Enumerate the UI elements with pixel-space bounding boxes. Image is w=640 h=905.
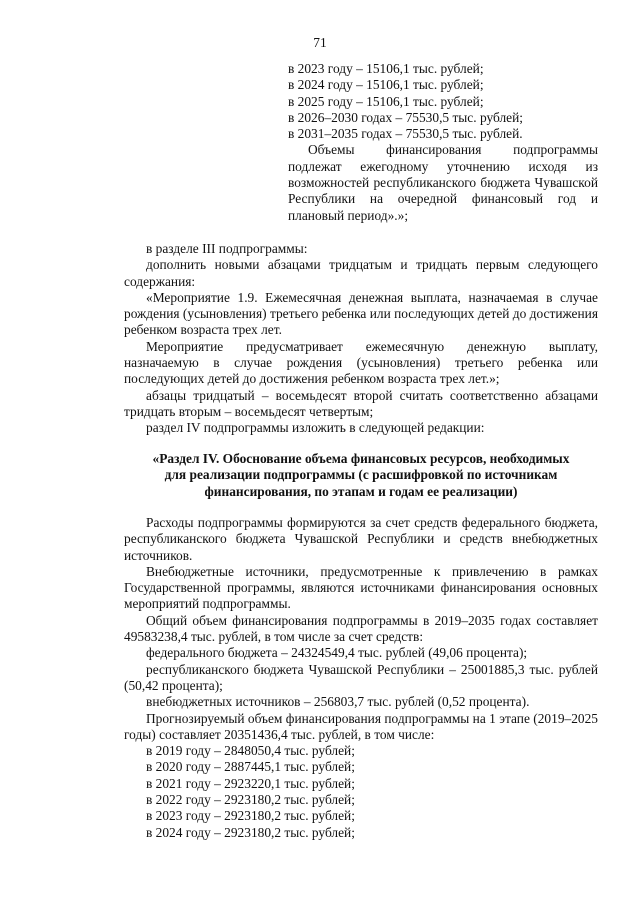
funding-line: в 2026–2030 годах – 75530,5 тыс. рублей; <box>288 109 523 125</box>
amendment-paragraph: «Мероприятие 1.9. Ежемесячная денежная выплата, назначаемая в случае рождения (усыновления) третьего ребенка или последующих детей до достижения ребенком возраста трех лет. <box>124 289 598 338</box>
source-line: внебюджетных источников – 256803,7 тыс. рублей (0,52 процента). <box>146 694 530 710</box>
page-number: 71 <box>313 35 327 50</box>
source-line: федерального бюджета – 24324549,4 тыс. рублей (49,06 процента); <box>146 645 528 661</box>
amendments-block <box>124 241 598 437</box>
year-line: в 2022 году – 2923180,2 тыс. рублей; <box>146 792 355 808</box>
funding-line: в 2024 году – 15106,1 тыс. рублей; <box>288 77 484 93</box>
amendment-paragraph: абзацы тридцатый – восемьдесят второй считать соответственно абзацами тридцать вторым – восемьдесят четвертым; <box>124 387 598 419</box>
funding-note-paragraph: Объемы финансирования подпрограммы подлежат ежегодному уточнению исходя из возможностей республиканского бюджета Чувашской Республики на очередной финансовый год и плановый период».»; <box>288 142 598 223</box>
year-line: в 2021 году – 2923220,1 тыс. рублей; <box>146 775 355 791</box>
year-line: в 2019 году – 2848050,4 тыс. рублей; <box>146 743 355 759</box>
forecast-paragraph: Прогнозируемый объем финансирования подпрограммы на 1 этапе (2019–2025 годы) составляет 20351436,4 тыс. рублей, в том числе: <box>124 710 598 742</box>
year-line: в 2024 году – 2923180,2 тыс. рублей; <box>146 824 355 840</box>
amendment-paragraph: дополнить новыми абзацами тридцатым и тридцать первым следующего содержания: <box>124 257 598 289</box>
section-heading <box>124 451 598 500</box>
funding-continuation-block <box>288 61 598 224</box>
body-paragraph: Внебюджетные источники, предусмотренные к привлечению в рамках Государственной программы, являются источниками финансирования основных мероприятий подпрограммы. <box>124 563 598 612</box>
section-heading-line: «Раздел IV. Обоснование объема финансовых ресурсов, необходимых <box>152 451 570 466</box>
section-heading-line: финансирования, по этапам и годам ее реализации) <box>204 483 518 499</box>
section-heading-line: для реализации подпрограммы (с расшифровкой по источникам <box>164 467 558 483</box>
body-paragraph: Расходы подпрограммы формируются за счет средств федерального бюджета, республиканского бюджета Чувашской Республики и средств внебюджетных источников. <box>124 515 598 563</box>
year-line: в 2020 году – 2887445,1 тыс. рублей; <box>146 759 355 775</box>
funding-line: в 2031–2035 годах – 75530,5 тыс. рублей. <box>288 126 523 142</box>
amendment-paragraph: Мероприятие предусматривает ежемесячную денежную выплату, назначаемую в случае рождения (усыновления) третьего ребенка или последующих детей до достижения ребенком возраста трех лет.»; <box>124 338 598 387</box>
section-body <box>124 515 598 841</box>
funding-line: в 2025 году – 15106,1 тыс. рублей; <box>288 93 484 109</box>
source-line: республиканского бюджета Чувашской Республики – 25001885,3 тыс. рублей (50,42 процента); <box>124 661 598 693</box>
amendment-paragraph: раздел IV подпрограммы изложить в следующей редакции: <box>146 420 485 436</box>
amendment-paragraph: в разделе III подпрограммы: <box>146 241 308 256</box>
body-paragraph: Общий объем финансирования подпрограммы в 2019–2035 годах составляет 49583238,4 тыс. рублей, в том числе за счет средств: <box>124 612 598 645</box>
year-line: в 2023 году – 2923180,2 тыс. рублей; <box>146 808 355 824</box>
funding-line: в 2023 году – 15106,1 тыс. рублей; <box>288 61 484 76</box>
